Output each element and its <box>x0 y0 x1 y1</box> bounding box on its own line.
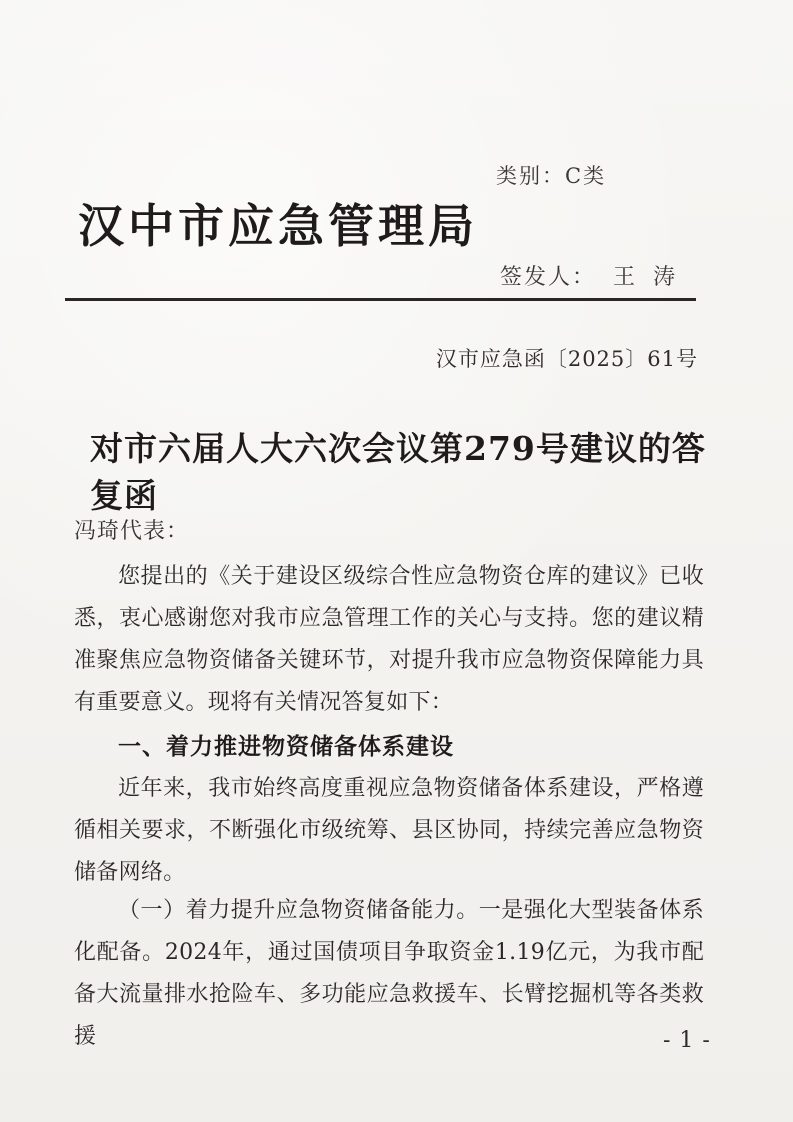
salutation: 冯琦代表： <box>74 519 190 544</box>
signer-line <box>500 260 693 291</box>
document-title: 对市六届人大六次会议第279号建议的答复函 <box>90 429 706 515</box>
document-number: 汉市应急函〔2025〕61号 <box>435 347 698 371</box>
opening-paragraph: 您提出的《关于建设区级综合性应急物资仓库的建议》已收悉，衷心感谢您对我市应急管理工作的关心与支持。您的建议精准聚焦应急物资储备关键环节，对提升我市应急物资保障能力具有重要意义。现将有关情况答复如下： <box>74 564 704 715</box>
page-number: - 1 - <box>663 1028 711 1053</box>
signer-label: 签发人： <box>500 265 597 290</box>
document-category: 类别：C类 <box>496 164 607 188</box>
signer-name: 王涛 <box>613 265 694 290</box>
body-paragraph-2: （一）着力提升应急物资储备能力。一是强化大型装备体系化配备。2024年，通过国债项目争取资金1.19亿元，为我市配备大流量排水抢险车、多功能应急救援车、长臂挖掘机等各类救援 <box>74 898 704 1049</box>
agency-title: 汉中市应急管理局 <box>78 199 478 253</box>
section-heading: 一、着力推进物资储备体系建设 <box>118 733 454 760</box>
header-divider <box>65 298 696 301</box>
body-paragraph-1: 近年来，我市始终高度重视应急物资储备体系建设，严格遵循相关要求，不断强化市级统筹、县区协同，持续完善应急物资储备网络。 <box>74 776 704 885</box>
